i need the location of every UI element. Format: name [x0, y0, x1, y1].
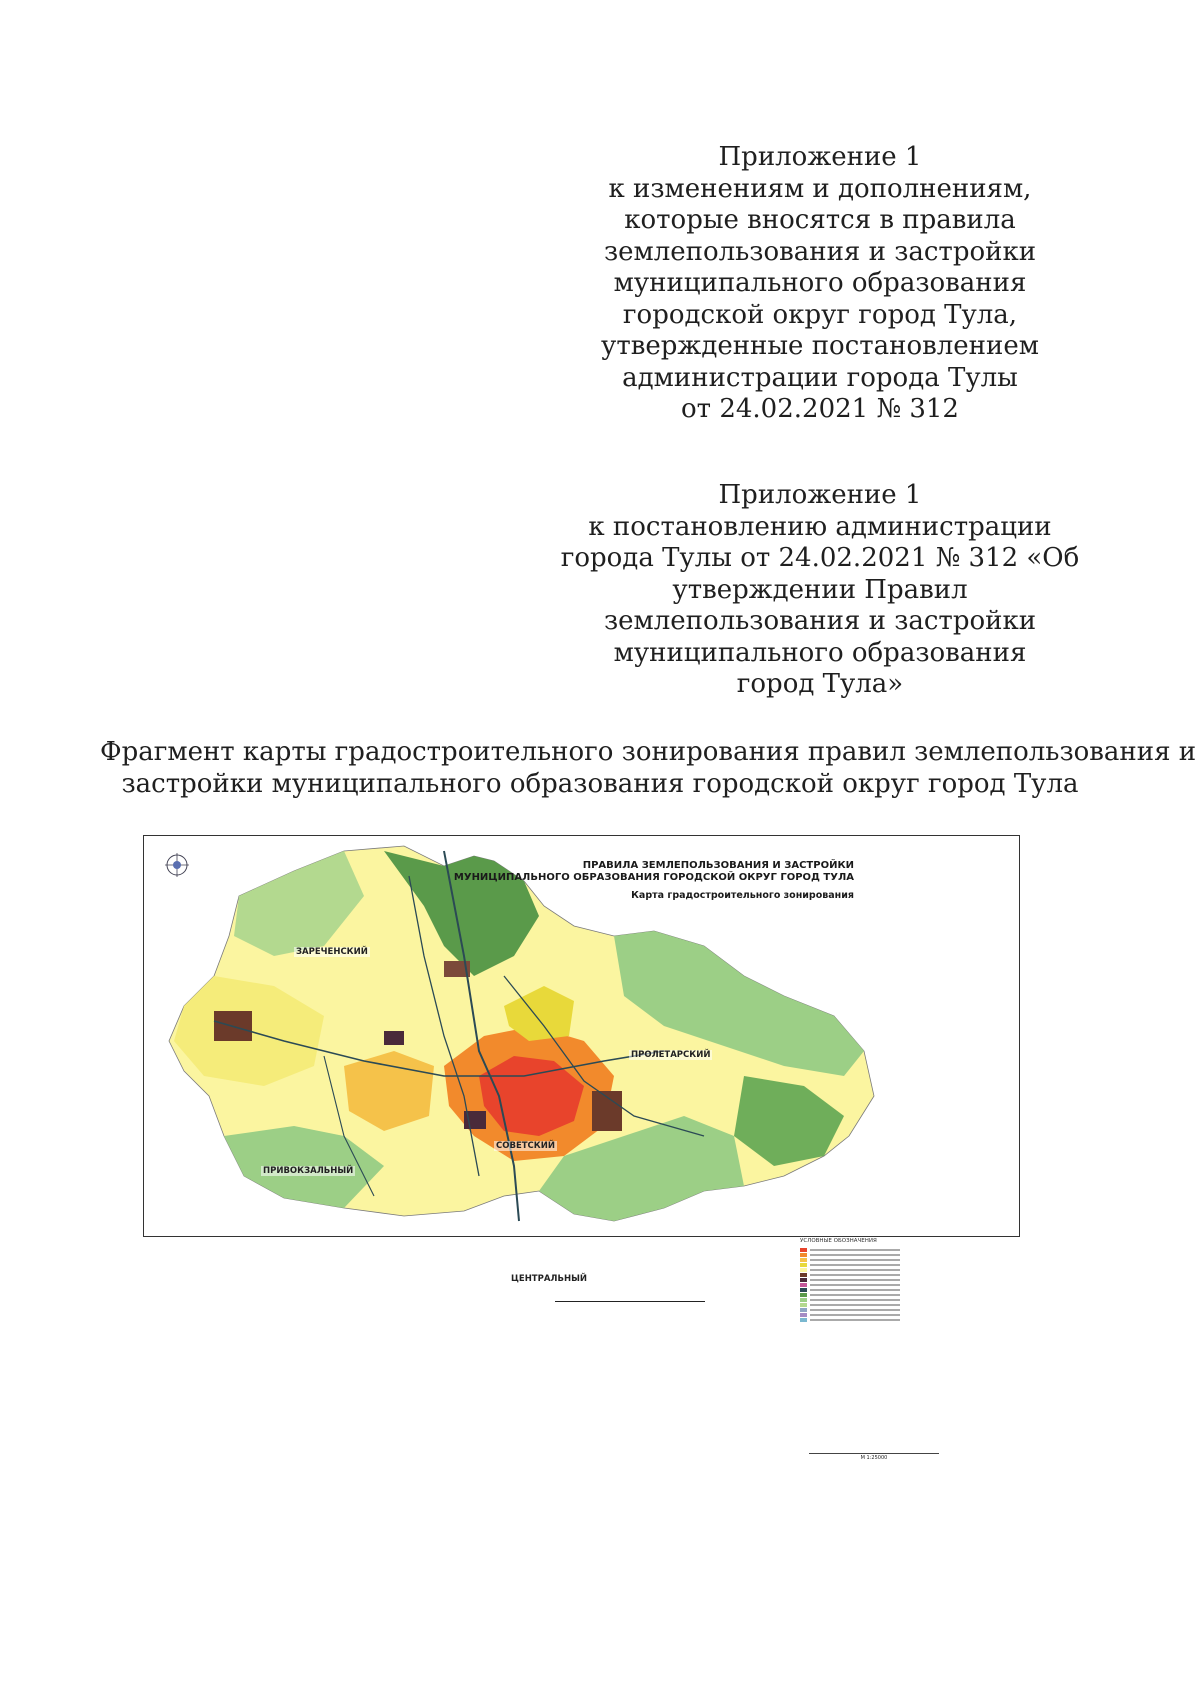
appendix-2-line: утверждении Правил — [672, 574, 968, 605]
industrial-block — [384, 1031, 404, 1045]
appendix-1-line: городской округ город Тула, — [622, 299, 1018, 330]
bottom-divider — [555, 1301, 705, 1302]
map-caption-line: Фрагмент карты градостроительного зонирования правил землепользования и — [100, 737, 1197, 767]
district-label-zarechensky: ЗАРЕЧЕНСКИЙ — [296, 947, 368, 957]
appendix-2-line: города Тулы от 24.02.2021 № 312 «Об — [560, 543, 1080, 573]
appendix-2-line: Приложение 1 — [718, 480, 922, 510]
legend-title: УСЛОВНЫЕ ОБОЗНАЧЕНИЯ — [800, 1238, 877, 1244]
zoning-map-graphic — [144, 836, 1019, 1236]
appendix-1-line: муниципального образования — [613, 268, 1027, 298]
map-title — [334, 860, 854, 884]
appendix-1-line: от 24.02.2021 № 312 — [681, 394, 959, 424]
appendix-1-block — [560, 142, 1080, 426]
zoning-map — [143, 835, 1020, 1461]
appendix-2-line: город Тула» — [736, 669, 904, 699]
appendix-2-line: муниципального образования — [613, 637, 1027, 668]
appendix-2-block — [560, 480, 1080, 701]
appendix-2-line: к постановлению администрации — [588, 511, 1052, 542]
compass-icon — [164, 852, 190, 878]
map-subtitle: Карта градостроительного зонирования — [631, 890, 854, 901]
appendix-1-line: которые вносятся в правила — [624, 205, 1016, 235]
appendix-1-line: Приложение 1 — [718, 142, 922, 172]
map-caption-line: застройки муниципального образования городской округ город Тула — [121, 769, 1079, 799]
district-label-sovetsky: СОВЕТСКИЙ — [496, 1141, 555, 1151]
appendix-1-line: землепользования и застройки — [603, 236, 1037, 267]
map-scale: М 1:25000 — [809, 1453, 939, 1461]
appendix-1-line: утвержденные постановлением — [601, 331, 1039, 361]
appendix-2-line: землепользования и застройки — [603, 606, 1037, 636]
map-caption — [100, 736, 1197, 800]
district-label-privokzalny: ПРИВОКЗАЛЬНЫЙ — [263, 1166, 354, 1176]
district-label-centralny: ЦЕНТРАЛЬНЫЙ — [511, 1274, 587, 1284]
map-title-line: ПРАВИЛА ЗЕМЛЕПОЛЬЗОВАНИЯ И ЗАСТРОЙКИ — [582, 860, 854, 871]
appendix-1-line: к изменениям и дополнениям, — [608, 173, 1032, 204]
map-legend — [800, 1238, 950, 1452]
district-label-proletarsky: ПРОЛЕТАРСКИЙ — [631, 1050, 711, 1060]
map-title-line: МУНИЦИПАЛЬНОГО ОБРАЗОВАНИЯ ГОРОДСКОЙ ОКРУГ ГОРОД ТУЛА — [453, 872, 854, 883]
appendix-1-line: администрации города Тулы — [622, 362, 1018, 393]
